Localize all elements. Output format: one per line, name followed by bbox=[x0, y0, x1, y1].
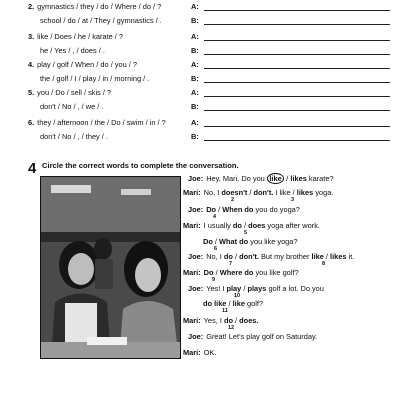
item-number: 4. bbox=[28, 60, 35, 69]
option[interactable]: What do bbox=[219, 237, 249, 246]
conv-line-4: Mari: I usually do / does yoga after work. bbox=[183, 221, 320, 230]
item-number: 3. bbox=[28, 32, 35, 41]
answer-line-a[interactable] bbox=[204, 96, 390, 97]
label-a: A: bbox=[191, 118, 199, 127]
scrambled-question: 5. you / Do / sell / skis / ? bbox=[28, 88, 112, 97]
blank-number: 6 bbox=[214, 246, 218, 252]
option[interactable]: do bbox=[223, 252, 233, 261]
label-b: B: bbox=[191, 102, 199, 111]
scrambled-question: 3. like / Does / he / karate / ? bbox=[28, 32, 124, 41]
option[interactable]: do bbox=[232, 221, 242, 230]
conv-line-5: Do / What do you like yoga? bbox=[203, 237, 298, 246]
blank-number: 10 bbox=[234, 293, 241, 299]
blank-number: 4 bbox=[213, 214, 217, 220]
answer-line-a[interactable] bbox=[204, 126, 390, 127]
answer-line-b[interactable] bbox=[204, 110, 390, 111]
scrambled-question: 2. gymnastics / they / do / Where / do / ? bbox=[28, 2, 162, 11]
item-number: 6. bbox=[28, 118, 35, 127]
option[interactable]: do like bbox=[203, 299, 227, 308]
option[interactable]: Do bbox=[203, 268, 214, 277]
blank-number: 3 bbox=[291, 197, 295, 203]
option[interactable]: like bbox=[311, 252, 324, 261]
option[interactable]: does. bbox=[239, 316, 259, 325]
answer-line-b[interactable] bbox=[204, 24, 390, 25]
option[interactable]: play bbox=[226, 284, 242, 293]
conv-line-11: Joe: Great! Let's play golf on Saturday. bbox=[188, 332, 318, 341]
scrambled-answer: don't / No / , / they / . bbox=[40, 132, 108, 141]
scrambled-question: 6. they / afternoon / the / Do / swim / in / ? bbox=[28, 118, 166, 127]
answer-line-a[interactable] bbox=[204, 40, 390, 41]
scrambled-answer: he / Yes / , / does / . bbox=[40, 46, 105, 55]
option[interactable]: does bbox=[248, 221, 266, 230]
exercise-instruction: Circle the correct words to complete the conversation. bbox=[42, 161, 239, 170]
blank-number: 2 bbox=[231, 197, 235, 203]
blank-number: 5 bbox=[244, 230, 248, 236]
option[interactable]: don't. bbox=[239, 252, 259, 261]
label-b: B: bbox=[191, 74, 199, 83]
conv-line-2: Mari: No, I doesn't / don't. I like / likes yoga. bbox=[183, 188, 334, 197]
option[interactable]: Do bbox=[206, 205, 217, 214]
conv-line-8: Joe: Yes! I play / plays golf a lot. Do you bbox=[188, 284, 324, 293]
blank-number: 11 bbox=[222, 308, 228, 314]
label-a: A: bbox=[191, 88, 199, 97]
scrambled-answer: don't / No / , / we / . bbox=[40, 102, 104, 111]
option[interactable]: like bbox=[232, 299, 245, 308]
item-number: 5. bbox=[28, 88, 35, 97]
label-b: B: bbox=[191, 46, 199, 55]
answer-line-b[interactable] bbox=[204, 140, 390, 141]
blank-number: 8 bbox=[322, 261, 326, 267]
scrambled-question: 4. play / golf / When / do / you / ? bbox=[28, 60, 137, 69]
label-a: A: bbox=[191, 32, 199, 41]
label-b: B: bbox=[191, 16, 199, 25]
option[interactable]: plays bbox=[247, 284, 267, 293]
item-number: 2. bbox=[28, 2, 35, 11]
scrambled-answer: school / do / at / They / gymnastics / . bbox=[40, 16, 162, 25]
blank-number: 12 bbox=[228, 325, 235, 331]
conv-line-9: do like / like golf? bbox=[203, 299, 264, 308]
exercise-number: 4 bbox=[28, 160, 37, 177]
option[interactable]: likes bbox=[290, 174, 307, 183]
label-a: A: bbox=[191, 60, 199, 69]
students-photo-illustration bbox=[41, 177, 181, 359]
conv-line-6: Joe: No, I do / don't. But my brother like / likes it. bbox=[188, 252, 355, 261]
answer-line-b[interactable] bbox=[204, 82, 390, 83]
conv-line-7: Mari: Do / Where do you like golf? bbox=[183, 268, 299, 277]
label-b: B: bbox=[191, 132, 199, 141]
option[interactable]: When do bbox=[222, 205, 254, 214]
blank-number: 7 bbox=[229, 261, 233, 267]
conv-line-1: Joe: Hey, Mari. Do you like / likes karate? bbox=[188, 174, 334, 183]
option[interactable]: likes bbox=[296, 188, 314, 197]
label-a: A: bbox=[191, 2, 199, 11]
option[interactable]: do bbox=[223, 316, 233, 325]
answer-line-b[interactable] bbox=[204, 54, 390, 55]
option[interactable]: doesn't bbox=[221, 188, 248, 197]
conv-line-12: Mari: OK. bbox=[183, 348, 217, 357]
option-circled[interactable]: like bbox=[267, 173, 284, 184]
students-photo bbox=[40, 176, 181, 359]
option[interactable]: Where do bbox=[219, 268, 254, 277]
answer-line-a[interactable] bbox=[204, 68, 390, 69]
blank-number: 9 bbox=[212, 277, 216, 283]
answer-line-a[interactable] bbox=[204, 10, 390, 11]
conv-line-3: Joe: Do / When do you do yoga? bbox=[188, 205, 300, 214]
scrambled-answer: the / golf / I / play / in / morning / . bbox=[40, 74, 150, 83]
conv-line-10: Mari: Yes, I do / does. bbox=[183, 316, 259, 325]
option[interactable]: likes bbox=[330, 252, 347, 261]
option[interactable]: don't. bbox=[253, 188, 274, 197]
option[interactable]: Do bbox=[203, 237, 213, 246]
